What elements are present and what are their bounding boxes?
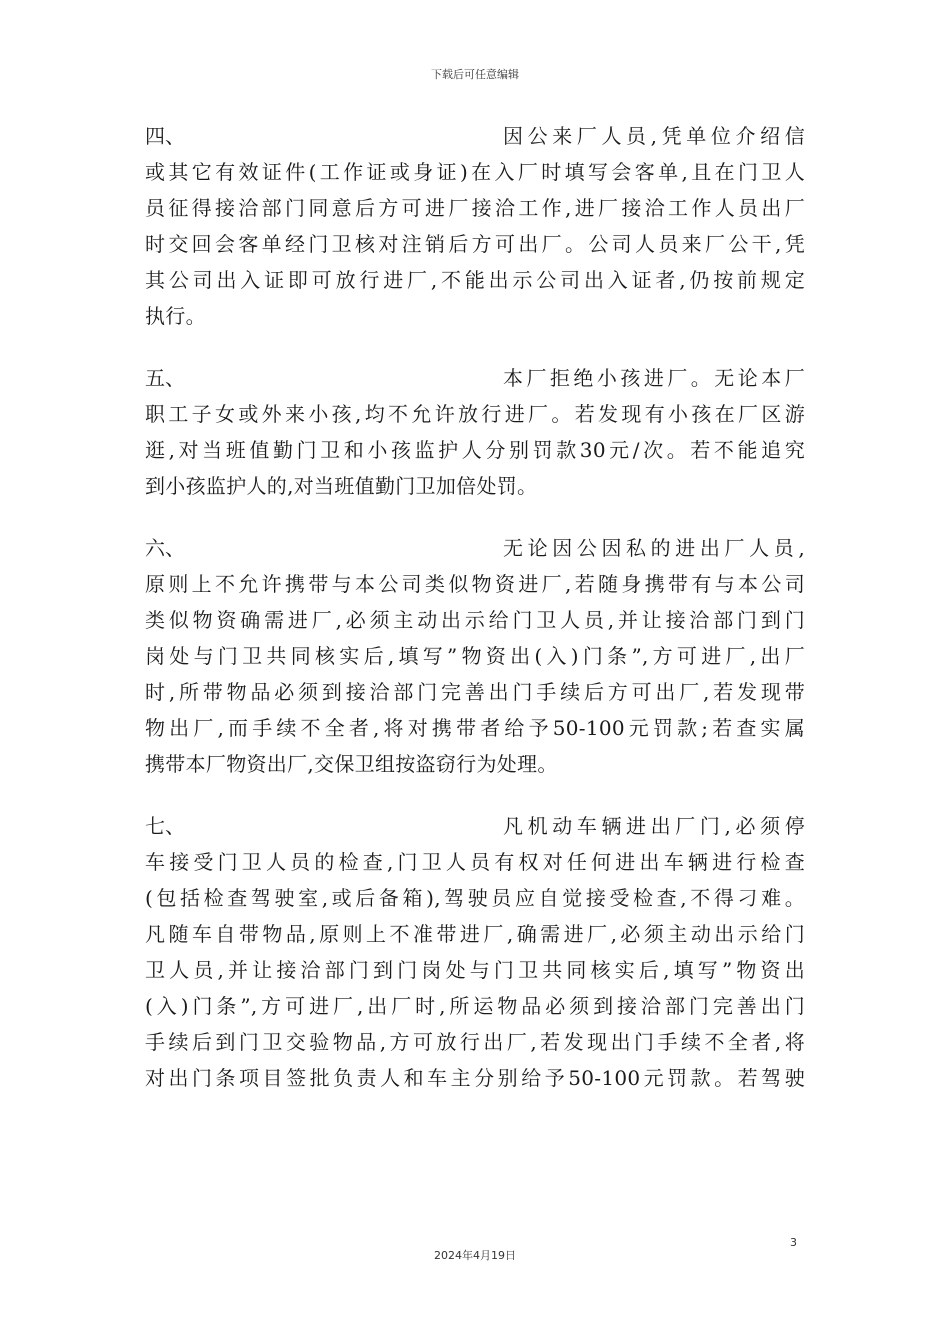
clause-number: 六、 <box>145 536 185 560</box>
clause-line: (包括检查驾驶室,或后备箱),驾驶员应自觉接受检查,不得刁难。 <box>145 886 805 910</box>
document-body <box>145 118 805 1122</box>
clause-7 <box>145 808 805 1096</box>
clause-line: 车接受门卫人员的检查,门卫人员有权对任何进出车辆进行检查 <box>145 850 805 874</box>
clause-line: 到小孩监护人的,对当班值勤门卫加倍处罚。 <box>145 474 538 498</box>
clause-4 <box>145 118 805 334</box>
clause-line: 物出厂,而手续不全者,将对携带者给予50-100元罚款;若查实属 <box>145 716 805 740</box>
footer-date: 2024年4月19日 <box>434 1249 516 1262</box>
clause-5 <box>145 360 805 504</box>
clause-first-line <box>145 118 805 154</box>
clause-lead-text: 因公来厂人员,凭单位介绍信 <box>503 124 805 148</box>
clause-lead-text: 本厂拒绝小孩进厂。无论本厂 <box>503 366 805 390</box>
clause-line: 时交回会客单经门卫核对注销后方可出厂。公司人员来厂公干,凭 <box>145 232 805 256</box>
clause-number: 五、 <box>145 366 185 390</box>
clause-line: 其公司出入证即可放行进厂,不能出示公司出入证者,仍按前规定 <box>145 268 805 292</box>
clause-line: 凡随车自带物品,原则上不准带进厂,确需进厂,必须主动出示给门 <box>145 922 805 946</box>
clause-line: 类似物资确需进厂,必须主动出示给门卫人员,并让接洽部门到门 <box>145 608 805 632</box>
clause-line: 岗处与门卫共同核实后,填写”物资出(入)门条”,方可进厂,出厂 <box>145 644 805 668</box>
clause-6 <box>145 530 805 782</box>
clause-line: 原则上不允许携带与本公司类似物资进厂,若随身携带有与本公司 <box>145 572 805 596</box>
clause-line: 员征得接洽部门同意后方可进厂接洽工作,进厂接洽工作人员出厂 <box>145 196 805 220</box>
clause-line: 携带本厂物资出厂,交保卫组按盗窃行为处理。 <box>145 752 558 776</box>
clause-line: 逛,对当班值勤门卫和小孩监护人分别罚款30元/次。若不能追究 <box>145 438 805 462</box>
clause-first-line <box>145 530 805 566</box>
clause-line: 对出门条项目签批负责人和车主分别给予50-100元罚款。若驾驶 <box>145 1066 805 1090</box>
clause-line: 职工子女或外来小孩,均不允许放行进厂。若发现有小孩在厂区游 <box>145 402 805 426</box>
clause-line: 或其它有效证件(工作证或身证)在入厂时填写会客单,且在门卫人 <box>145 160 805 184</box>
clause-first-line <box>145 360 805 396</box>
page-number: 3 <box>790 1236 797 1249</box>
clause-line: 时,所带物品必须到接洽部门完善出门手续后方可出厂,若发现带 <box>145 680 805 704</box>
clause-line: 手续后到门卫交验物品,方可放行出厂,若发现出门手续不全者,将 <box>145 1030 805 1054</box>
clause-first-line <box>145 808 805 844</box>
page-header: 下载后可任意编辑 <box>431 68 519 81</box>
clause-lead-text: 凡机动车辆进出厂门,必须停 <box>503 814 805 838</box>
clause-lead-text: 无论因公因私的进出厂人员, <box>503 536 805 560</box>
clause-line: 卫人员,并让接洽部门到门岗处与门卫共同核实后,填写”物资出 <box>145 958 805 982</box>
clause-number: 七、 <box>145 814 185 838</box>
clause-number: 四、 <box>145 124 185 148</box>
clause-line: 执行。 <box>145 304 206 328</box>
clause-line: (入)门条”,方可进厂,出厂时,所运物品必须到接洽部门完善出门 <box>145 994 805 1018</box>
